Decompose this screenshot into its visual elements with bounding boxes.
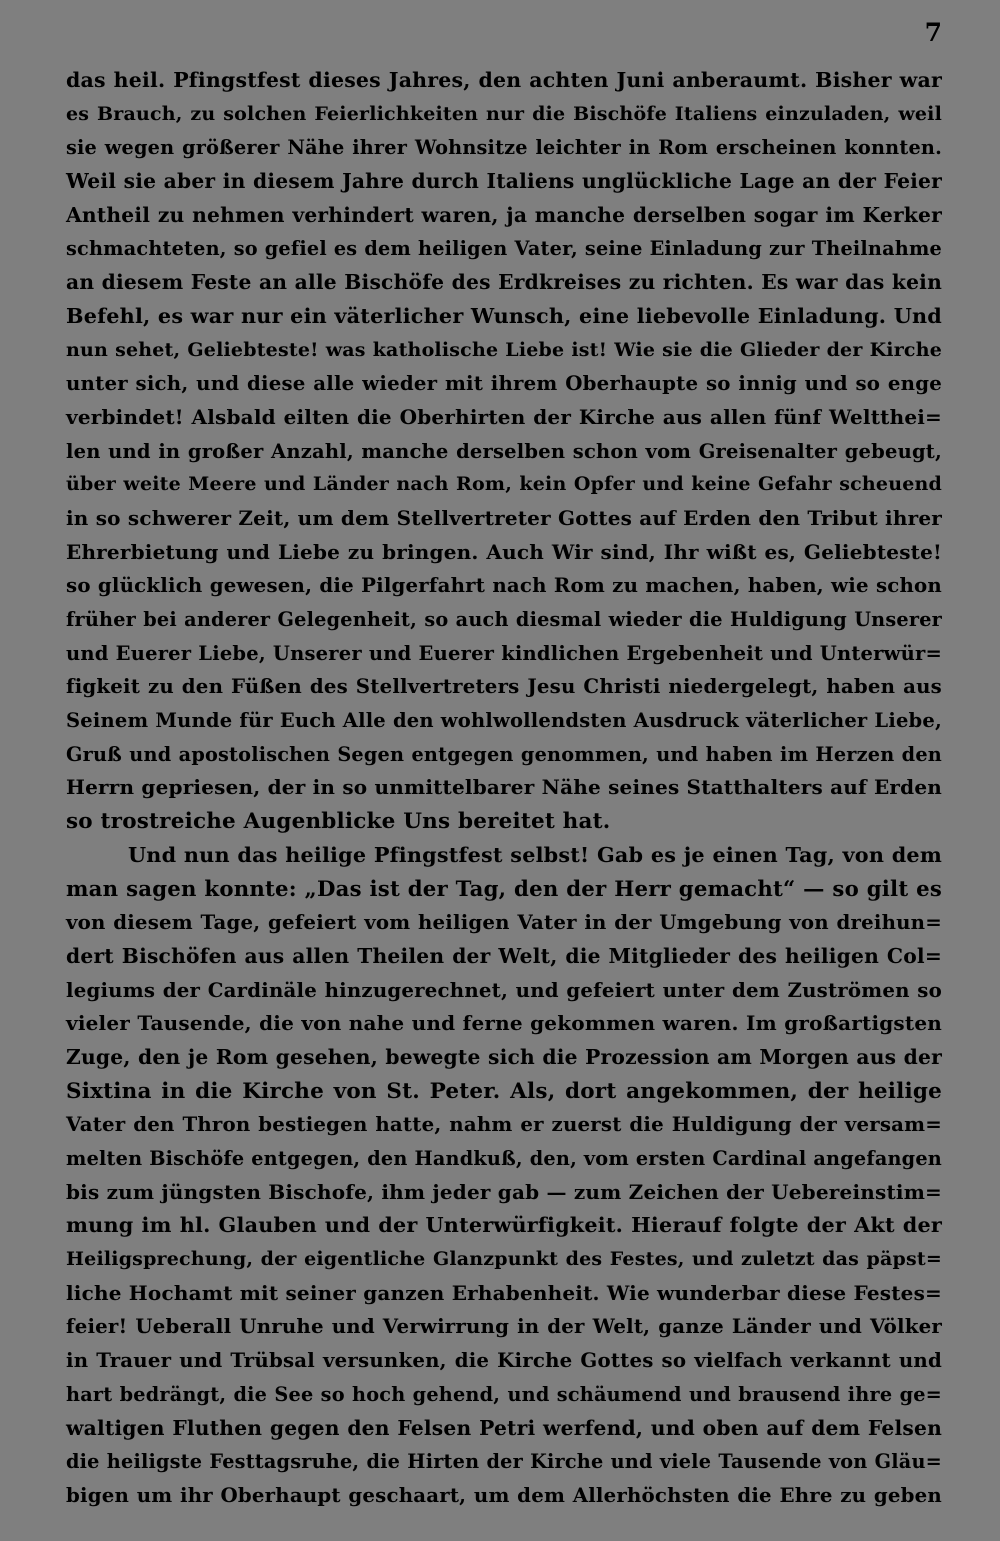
text-line: melten Bischöfe entgegen, den Handkuß, den, vom ersten Cardinal angefangen — [66, 1147, 942, 1170]
text-line: len und in großer Anzahl, manche derselben schon vom Greisenalter gebeugt, — [66, 439, 942, 463]
text-line: Gruß und apostolischen Segen entgegen genommen, und haben im Herzen den — [66, 742, 942, 766]
text-line: sie wegen größerer Nähe ihrer Wohnsitze leichter in Rom erscheinen konnten. — [66, 136, 942, 160]
text-line: Weil sie aber in diesem Jahre durch Italiens unglückliche Lage an der Feier — [66, 169, 942, 194]
text-line: und Euerer Liebe, Unserer und Euerer kindlichen Ergebenheit und Unterwür= — [66, 641, 942, 665]
paragraph-2 — [66, 839, 942, 1513]
text-line: figkeit zu den Füßen des Stellvertreters Jesu Christi niedergelegt, haben aus — [66, 674, 942, 699]
text-line: Und nun das heilige Pfingstfest selbst! Gab es je einen Tag, von dem — [128, 842, 942, 867]
text-line: so trostreiche Augenblicke Uns bereitet hat. — [66, 809, 611, 835]
text-line: das heil. Pfingstfest dieses Jahres, den achten Juni anberaumt. Bisher war — [66, 68, 942, 92]
text-line: man sagen konnte: „Das ist der Tag, den der Herr gemacht“ — so gilt es — [66, 876, 942, 902]
text-line: Ehrerbietung und Liebe zu bringen. Auch Wir sind, Ihr wißt es, Geliebteste! — [66, 539, 942, 564]
text-line: legiums der Cardinäle hinzugerechnet, und gefeiert unter dem Zuströmen so — [66, 977, 942, 1002]
text-line: feier! Ueberall Unruhe und Verwirrung in der Welt, ganze Länder und Völker — [66, 1314, 942, 1339]
text-line: Seinem Munde für Euch Alle den wohlwollendsten Ausdruck väterlicher Liebe, — [66, 709, 942, 733]
text-line: Befehl, es war nur ein väterlicher Wunsch, eine liebevolle Einladung. Und — [66, 303, 942, 328]
text-line: Sixtina in die Kirche von St. Peter. Als, dort angekommen, der heilige — [66, 1078, 942, 1104]
text-line: früher bei anderer Gelegenheit, so auch diesmal wieder die Huldigung Unserer — [66, 608, 942, 631]
text-line: hart bedrängt, die See so hoch gehend, und schäumend und brausend ihre ge= — [66, 1382, 942, 1406]
text-line: bigen um ihr Oberhaupt geschaart, um dem Allerhöchsten die Ehre zu geben — [66, 1482, 942, 1507]
text-line: unter sich, und diese alle wieder mit ihrem Oberhaupte so innig und so enge — [66, 371, 942, 396]
text-line: schmachteten, so gefiel es dem heiligen Vater, seine Einladung zur Theilnahme — [66, 237, 942, 261]
text-line: über weite Meere und Länder nach Rom, kein Opfer und keine Gefahr scheuend — [66, 473, 942, 496]
text-line: vieler Tausende, die von nahe und ferne gekommen waren. Im großartigsten — [66, 1011, 942, 1036]
text-line: verbindet! Alsbald eilten die Oberhirten der Kirche aus allen fünf Weltthei= — [66, 404, 942, 429]
text-line: in Trauer und Trübsal versunken, die Kirche Gottes so vielfach verkannt und — [66, 1348, 942, 1373]
paragraph-1 — [66, 64, 942, 839]
text-line: in so schwerer Zeit, um dem Stellvertreter Gottes auf Erden den Tribut ihrer — [66, 505, 942, 530]
text-line: dert Bischöfen aus allen Theilen der Welt, die Mitglieder des heiligen Col= — [66, 943, 942, 968]
body-text — [66, 64, 942, 1513]
text-line: es Brauch, zu solchen Feierlichkeiten nur die Bischöfe Italiens einzuladen, weil — [66, 102, 942, 125]
text-line: liche Hochamt mit seiner ganzen Erhabenheit. Wie wunderbar diese Festes= — [66, 1280, 942, 1305]
text-line: Antheil zu nehmen verhindert waren, ja manche derselben sogar im Kerker — [66, 202, 942, 227]
text-line: die heiligste Festtagsruhe, die Hirten der Kirche und viele Tausende von Gläu= — [66, 1450, 942, 1474]
text-line: Vater den Thron bestiegen hatte, nahm er zuerst die Huldigung der versam= — [66, 1112, 942, 1137]
text-line: an diesem Feste an alle Bischöfe des Erdkreises zu richten. Es war das kein — [66, 270, 942, 295]
page-number: 7 — [924, 18, 942, 47]
text-line: bis zum jüngsten Bischofe, ihm jeder gab — zum Zeichen der Uebereinstim= — [66, 1179, 943, 1204]
text-line: mung im hl. Glauben und der Unterwürfigkeit. Hierauf folgte der Akt der — [66, 1213, 942, 1238]
text-line: Zuge, den je Rom gesehen, bewegte sich die Prozession am Morgen aus der — [66, 1044, 942, 1069]
text-line: Herrn gepriesen, der in so unmittelbarer Nähe seines Statthalters auf Erden — [66, 775, 942, 800]
text-line: waltigen Fluthen gegen den Felsen Petri werfend, und oben auf dem Felsen — [66, 1415, 942, 1440]
text-line: nun sehet, Geliebteste! was katholische Liebe ist! Wie sie die Glieder der Kirche — [66, 338, 942, 361]
text-line: von diesem Tage, gefeiert vom heiligen Vater in der Umgebung von dreihun= — [66, 910, 942, 935]
text-line: Heiligsprechung, der eigentliche Glanzpunkt des Festes, und zuletzt das päpst= — [66, 1248, 942, 1271]
text-line: so glücklich gewesen, die Pilgerfahrt nach Rom zu machen, haben, wie schon — [66, 573, 942, 598]
